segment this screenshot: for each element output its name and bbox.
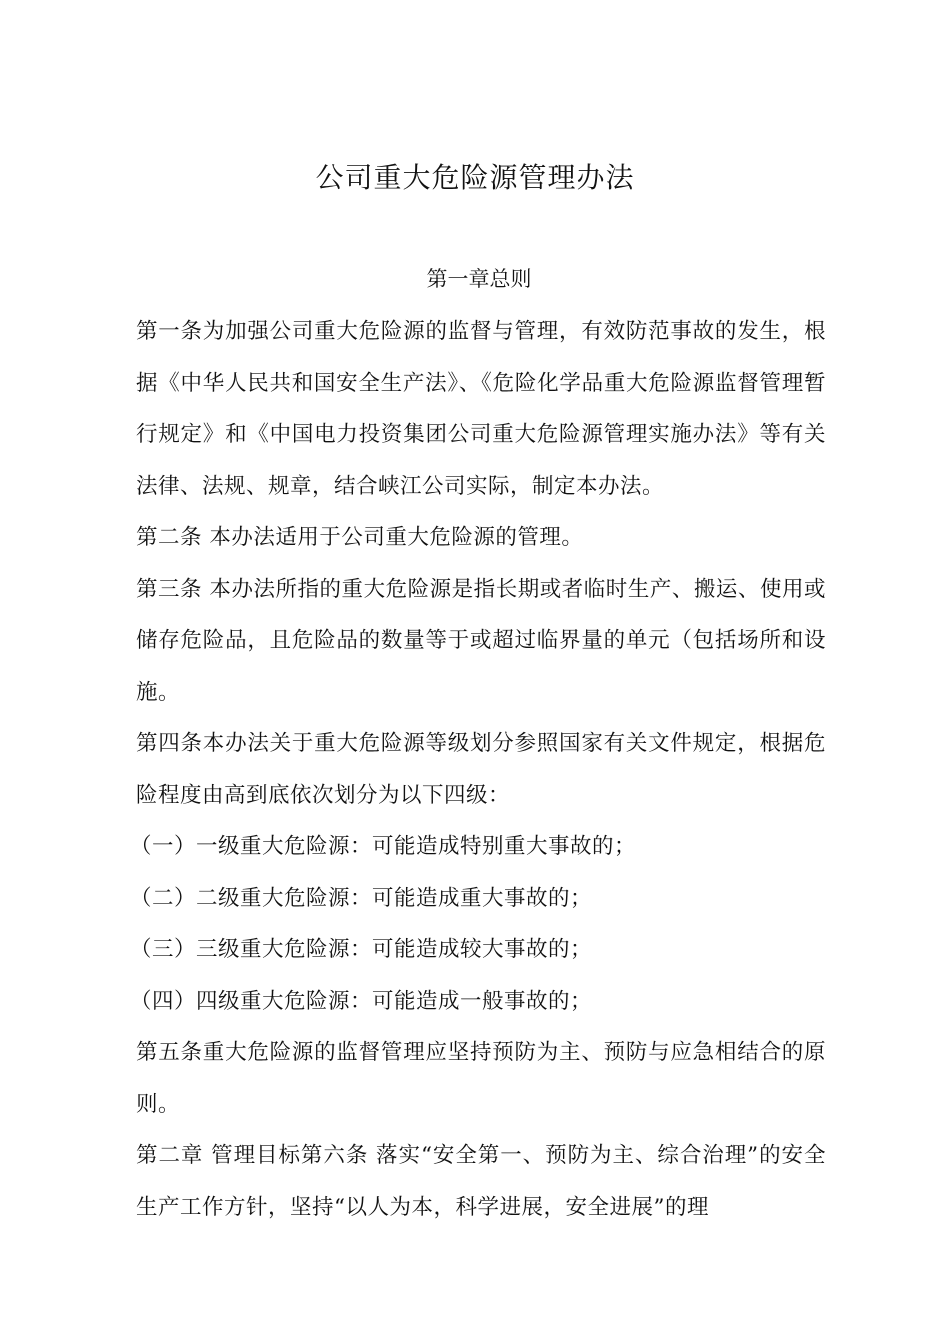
article-2-paragraph: 第二条 本办法适用于公司重大危险源的管理。 [136, 525, 584, 550]
level-3-item: （三）三级重大危险源：可能造成较大事故的； [130, 937, 593, 962]
level-2-item: （二）二级重大危险源：可能造成重大事故的； [130, 885, 593, 911]
document-title: 公司重大危险源管理办法 [315, 161, 635, 194]
article-3-paragraph: 第三条 本办法所指的重大危险源是指长期或者临时生产、搬运、使用或储存危险品，且危险品的数量等于或超过临界量的单元（包括场所和设施。 [136, 576, 826, 705]
article-4-paragraph: 第四条本办法关于重大危险源等级划分参照国家有关文件规定，根据危险程度由高到底依次划分为以下四级： [136, 731, 826, 808]
level-4-item: （四）四级重大危险源：可能造成一般事故的； [130, 988, 593, 1014]
chapter-heading: 第一章总则 [426, 267, 532, 291]
document-body [130, 306, 826, 1233]
level-1-item: （一）一级重大危险源：可能造成特别重大事故的； [130, 834, 637, 859]
article-1-paragraph: 第一条为加强公司重大危险源的监督与管理，有效防范事故的发生，根据《中华人民共和国安全生产法》、《危险化学品重大危险源监督管理暂行规定》和《中国电力投资集团公司重大危险源管理实施办法》等有关法律、法规、规章，结合峡江公司实际，制定本办法。 [136, 319, 826, 499]
chapter-2-article-6-paragraph: 第二章 管理目标第六条 落实“安全第一、预防为主、综合治理”的安全生产工作方针，坚持“以人为本，科学进展，安全进展”的理 [136, 1143, 826, 1220]
article-5-paragraph: 第五条重大危险源的监督管理应坚持预防为主、预防与应急相结合的原则。 [136, 1040, 826, 1117]
